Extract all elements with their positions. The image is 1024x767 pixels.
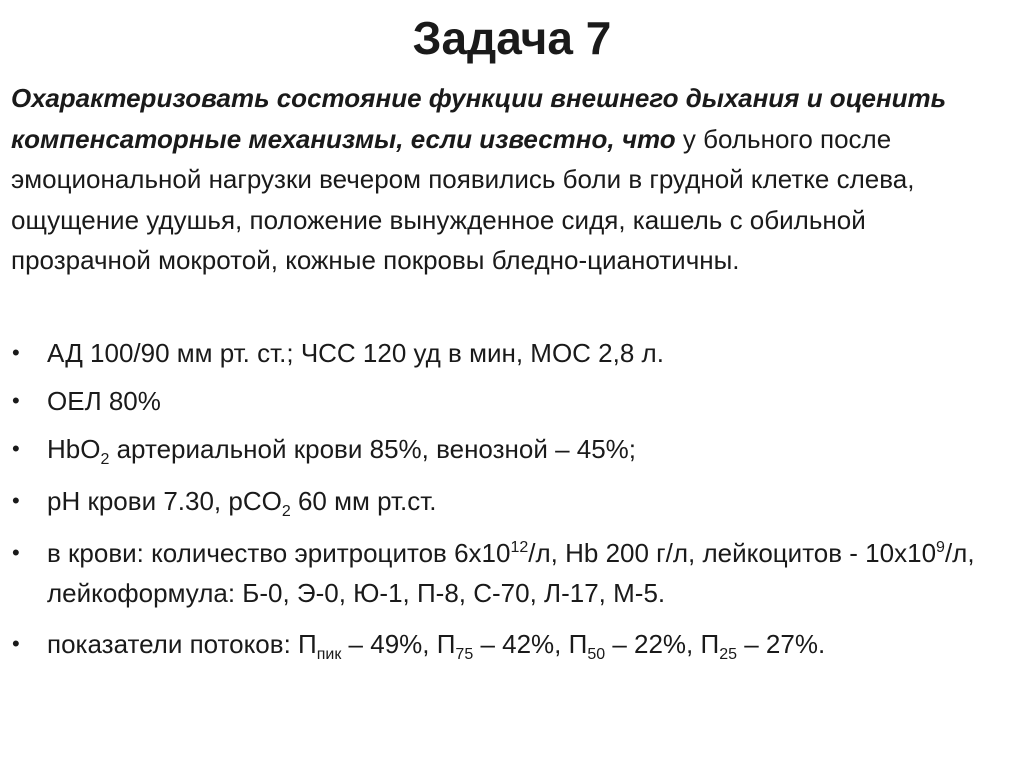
list-item-blood-count bbox=[0, 533, 1024, 613]
text-run: – 27%. bbox=[737, 629, 826, 659]
task-question: Охарактеризовать состояние функции внешнего дыхания и оценить компенсаторные механизмы, если известно, что bbox=[11, 83, 947, 154]
text-run: артериальной крови 85%, венозной – 45%; bbox=[109, 434, 637, 464]
subscript: 25 bbox=[719, 646, 737, 663]
text-run: HbO bbox=[47, 434, 101, 464]
text-run: /л, Hb 200 г/л, лейкоцитов - 10х10 bbox=[528, 538, 937, 568]
bullet-text bbox=[47, 434, 637, 468]
subscript: 2 bbox=[100, 451, 110, 468]
text-run: /л, лейкоформула: Б-0, Э-0, Ю-1, П-8, С-70, Л-17, М-5. bbox=[47, 538, 975, 608]
list-item-blood-pressure bbox=[0, 333, 1024, 373]
subscript: 75 bbox=[455, 646, 474, 663]
text-run: – 49%, П bbox=[341, 629, 456, 659]
subscript: 2 bbox=[281, 503, 291, 520]
text-run: в крови: количество эритроцитов 6х10 bbox=[47, 538, 511, 568]
superscript: 12 bbox=[510, 539, 529, 556]
task-description bbox=[11, 78, 1011, 281]
subscript: 50 bbox=[587, 646, 606, 663]
bullet-text bbox=[47, 486, 437, 520]
list-item-total-lung-capacity bbox=[0, 381, 1024, 421]
subscript: пик bbox=[316, 646, 342, 663]
task-conditions: у больного после эмоциональной нагрузки вечером появились боли в грудной клетке слева, ощущение удушья, положение вынужденное сидя, кашель с обильной прозрачной мокротой, кожные покровы бледно-цианотичны. bbox=[11, 123, 915, 275]
list-item-blood-ph bbox=[0, 481, 1024, 521]
findings-list bbox=[0, 333, 1024, 664]
bullet-icon: • bbox=[12, 631, 20, 656]
bullet-text bbox=[47, 629, 826, 663]
bullet-icon: • bbox=[12, 540, 20, 565]
bullet-text: АД 100/90 мм рт. ст.; ЧСС 120 уд в мин, МОС 2,8 л. bbox=[47, 338, 664, 368]
bullet-icon: • bbox=[12, 388, 20, 413]
list-item-flow-rates bbox=[0, 624, 1024, 664]
bullet-icon: • bbox=[12, 488, 20, 513]
bullet-text: ОЕЛ 80% bbox=[47, 386, 161, 416]
text-run: – 42%, П bbox=[473, 629, 588, 659]
text-run: 60 мм рт.ст. bbox=[290, 486, 437, 516]
text-run: pH крови 7.30, pCO bbox=[47, 486, 282, 516]
text-run: – 22%, П bbox=[605, 629, 720, 659]
list-item-oxyhemoglobin bbox=[0, 429, 1024, 469]
bullet-icon: • bbox=[12, 340, 20, 365]
superscript: 9 bbox=[936, 539, 945, 556]
bullet-text bbox=[47, 538, 975, 608]
text-run: показатели потоков: П bbox=[47, 629, 317, 659]
slide-title: Задача 7 bbox=[412, 12, 612, 64]
bullet-icon: • bbox=[12, 436, 20, 461]
